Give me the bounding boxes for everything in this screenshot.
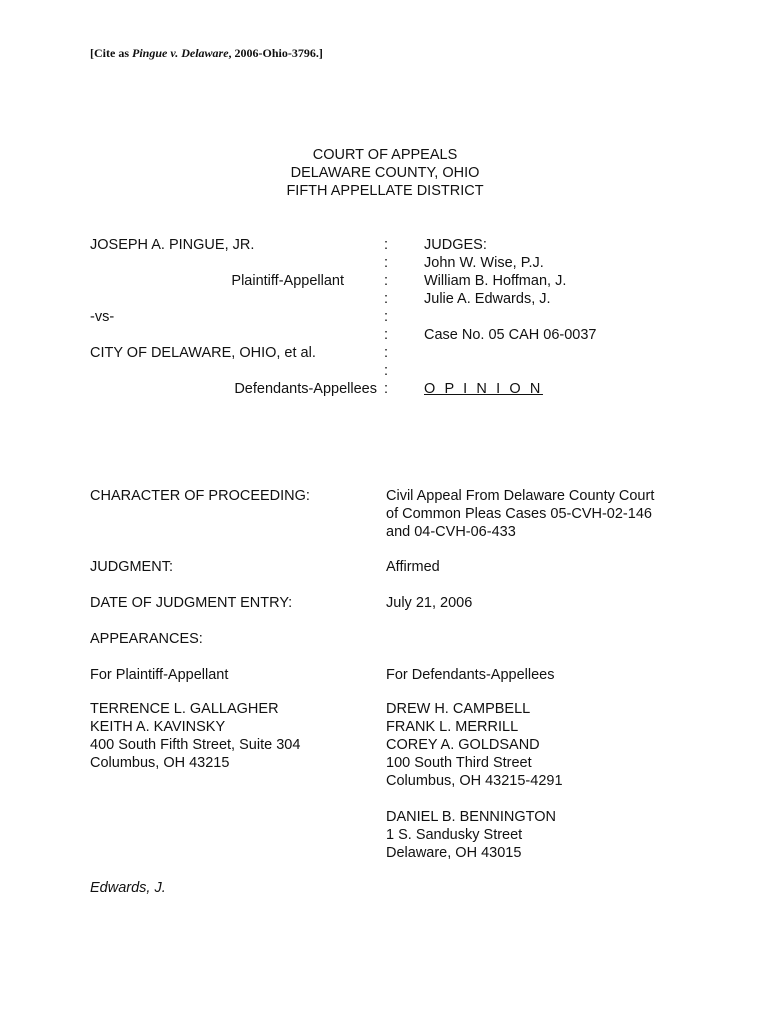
colon-mark: : [384,327,389,343]
address-line: FRANK L. MERRILL [386,719,519,735]
citation-suffix: , 2006-Ohio-3796.] [228,46,323,60]
address-line: Columbus, OH 43215-4291 [386,773,563,789]
versus-label: -vs- [90,309,115,325]
colon-mark: : [384,363,389,379]
judgment-value: Affirmed [386,559,440,575]
defendant-counsel-block-2 [386,808,556,862]
opinion-title: O P I N I O N [424,381,543,397]
address-line: 400 South Fifth Street, Suite 304 [90,737,301,753]
address-line: TERRENCE L. GALLAGHER [90,701,279,717]
case-number: Case No. 05 CAH 06-0037 [424,327,597,343]
defendant-counsel-heading: For Defendants-Appellees [386,667,555,683]
character-line: Civil Appeal From Delaware County Court [386,488,655,504]
citation-line [90,44,323,62]
defendant-name: CITY OF DELAWARE, OHIO, et al. [90,345,316,361]
entry-date-value: July 21, 2006 [386,595,473,611]
address-line: Columbus, OH 43215 [90,755,230,771]
judge-name: John W. Wise, P.J. [424,255,544,271]
colon-mark: : [384,273,389,289]
judge-name: Julie A. Edwards, J. [424,291,551,307]
address-line: KEITH A. KAVINSKY [90,719,226,735]
defendant-role: Defendants-Appellees [234,381,377,397]
citation-prefix: [Cite as [90,46,132,60]
plaintiff-role: Plaintiff-Appellant [231,273,344,289]
plaintiff-counsel-heading: For Plaintiff-Appellant [90,667,229,683]
address-line: 100 South Third Street [386,755,532,771]
address-line: Delaware, OH 43015 [386,845,522,861]
address-line: 1 S. Sandusky Street [386,827,523,843]
court-district: FIFTH APPELLATE DISTRICT [286,183,484,199]
court-heading [0,146,770,200]
citation-case-name: Pingue v. Delaware [132,46,229,60]
judges-heading: JUDGES: [424,237,487,253]
defendant-counsel-block [386,700,563,790]
address-line: DANIEL B. BENNINGTON [386,809,557,825]
character-label: CHARACTER OF PROCEEDING: [90,488,310,504]
character-line: of Common Pleas Cases 05-CVH-02-146 [386,506,652,522]
plaintiff-counsel-block [90,700,300,772]
court-county: DELAWARE COUNTY, OHIO [290,165,480,181]
colon-mark: : [384,345,389,361]
colon-mark: : [384,237,389,253]
colon-mark: : [384,291,389,307]
judgment-label: JUDGMENT: [90,559,173,575]
court-name: COURT OF APPEALS [312,147,458,163]
judge-name: William B. Hoffman, J. [424,273,567,289]
address-line: COREY A. GOLDSAND [386,737,540,753]
caption-divider [384,236,394,398]
colon-mark: : [384,255,389,271]
appearances-label: APPEARANCES: [90,631,203,647]
character-line: and 04-CVH-06-433 [386,524,516,540]
plaintiff-name: JOSEPH A. PINGUE, JR. [90,237,255,253]
address-line: DREW H. CAMPBELL [386,701,531,717]
colon-mark: : [384,381,389,397]
character-value [386,487,654,541]
entry-date-label: DATE OF JUDGMENT ENTRY: [90,595,293,611]
colon-mark: : [384,309,389,325]
author-signature: Edwards, J. [90,880,166,896]
